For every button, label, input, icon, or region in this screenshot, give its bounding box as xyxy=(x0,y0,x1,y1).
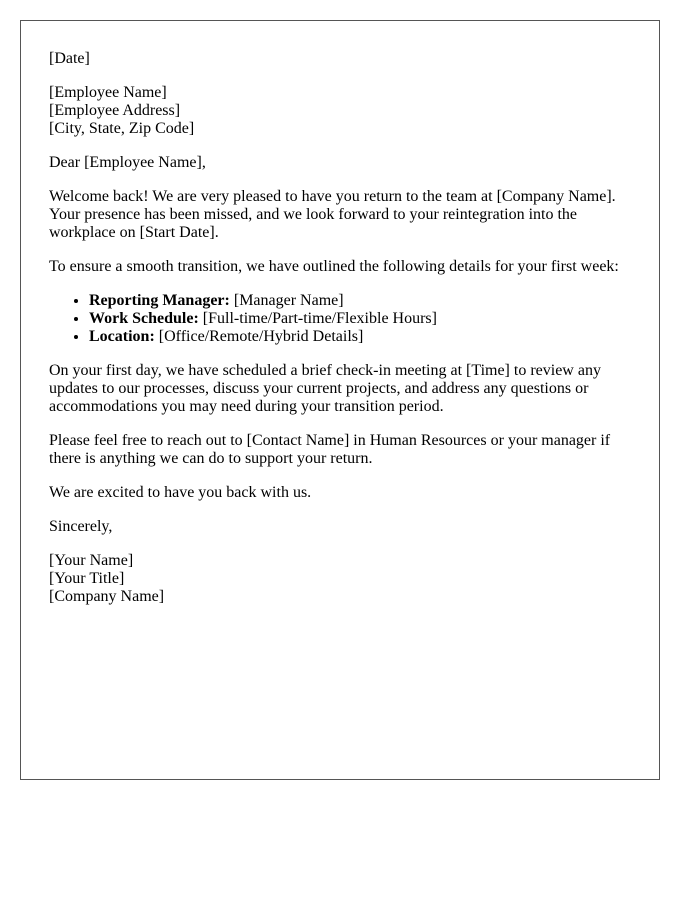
recipient-address: [Employee Address] xyxy=(49,102,181,119)
signature-name: [Your Name] xyxy=(49,552,134,569)
contact-paragraph: Please feel free to reach out to [Contact Name] in Human Resources or your manager if there is anything we can do to support your return. xyxy=(49,432,611,467)
signature-title: [Your Title] xyxy=(49,570,125,587)
detail-label: Work Schedule: xyxy=(89,310,199,327)
letter-date: [Date] xyxy=(49,50,90,67)
first-week-details-list xyxy=(49,292,631,346)
letter-page xyxy=(20,20,660,780)
detail-item-work-schedule xyxy=(89,310,631,328)
welcome-paragraph: Welcome back! We are very pleased to have you return to the team at [Company Name]. Your presence has been missed, and we look forward to your reintegration into the workplace on [Start Date]. xyxy=(49,188,616,241)
detail-item-location xyxy=(89,328,631,346)
detail-value: [Manager Name] xyxy=(229,292,344,309)
recipient-block xyxy=(49,84,631,138)
valediction: Sincerely, xyxy=(49,518,113,535)
intro-details-paragraph: To ensure a smooth transition, we have outlined the following details for your first week: xyxy=(49,258,619,275)
recipient-city-state-zip: [City, State, Zip Code] xyxy=(49,120,195,137)
recipient-name: [Employee Name] xyxy=(49,84,167,101)
signature-company: [Company Name] xyxy=(49,588,165,605)
excited-paragraph: We are excited to have you back with us. xyxy=(49,484,312,501)
first-day-paragraph: On your first day, we have scheduled a brief check-in meeting at [Time] to review any updates to our processes, discuss your current projects, and address any questions or accommodations you may need during your transition period. xyxy=(49,362,601,415)
detail-value: [Full-time/Part-time/Flexible Hours] xyxy=(198,310,437,327)
salutation: Dear [Employee Name], xyxy=(49,154,206,171)
detail-value: [Office/Remote/Hybrid Details] xyxy=(154,328,364,345)
signature-block xyxy=(49,552,631,606)
detail-label: Reporting Manager: xyxy=(89,292,230,309)
detail-item-reporting-manager xyxy=(89,292,631,310)
detail-label: Location: xyxy=(89,328,155,345)
